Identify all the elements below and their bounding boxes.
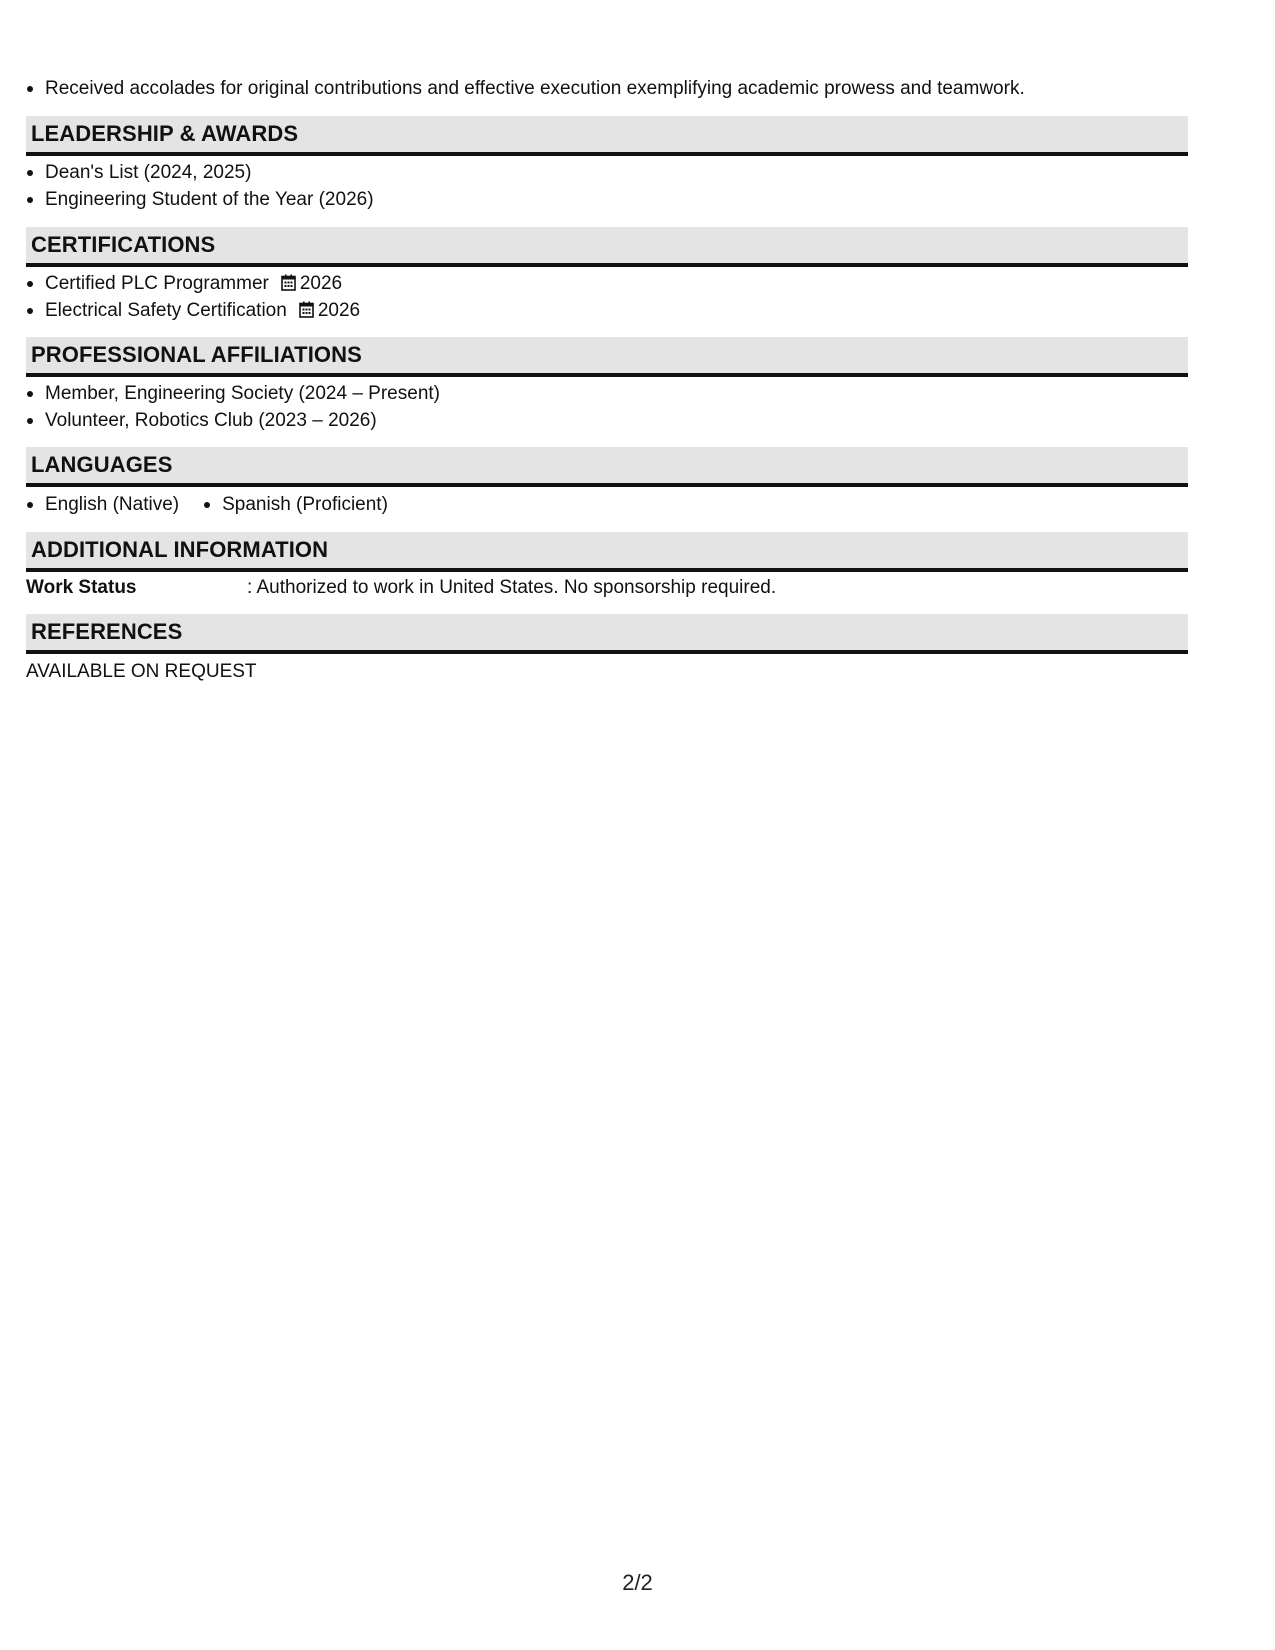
section-header (26, 116, 1188, 156)
work-status-row (26, 574, 776, 601)
leadership-list (26, 159, 374, 213)
languages-list (26, 491, 388, 518)
page-number: 2/2 (622, 1570, 653, 1595)
list-item: Spanish (Proficient) (203, 491, 388, 518)
list-item: Engineering Student of the Year (2026) (26, 186, 374, 213)
section-title: LEADERSHIP & AWARDS (31, 121, 299, 146)
affiliations-section (26, 337, 1188, 377)
section-title: PROFESSIONAL AFFILIATIONS (31, 342, 362, 367)
section-header (26, 532, 1188, 572)
certification-name: Certified PLC Programmer (45, 273, 269, 294)
certifications-section (26, 227, 1188, 267)
section-title: CERTIFICATIONS (31, 232, 216, 257)
certifications-list (26, 270, 360, 324)
certification-year: 2026 (299, 273, 343, 294)
list-item: Member, Engineering Society (2024 – Present) (26, 380, 440, 407)
calendar-icon (281, 274, 296, 291)
work-status-label: Work Status (26, 577, 137, 598)
section-header (26, 227, 1188, 267)
list-item: Dean's List (2024, 2025) (26, 159, 374, 186)
affiliations-list (26, 380, 440, 434)
list-item (26, 297, 360, 324)
section-title: LANGUAGES (31, 452, 173, 477)
additional-info-section (26, 532, 1188, 572)
section-header (26, 614, 1188, 654)
leadership-section (26, 116, 1188, 156)
certification-year: 2026 (317, 300, 361, 321)
list-item (26, 270, 360, 297)
languages-section (26, 447, 1188, 487)
references-text: AVAILABLE ON REQUEST (26, 661, 257, 682)
list-item: Received accolades for original contributions and effective execution exemplifying academic prowess and teamwork. (26, 75, 1025, 102)
section-header (26, 447, 1188, 487)
section-header (26, 337, 1188, 377)
certification-name: Electrical Safety Certification (45, 300, 287, 321)
section-title: REFERENCES (31, 619, 183, 644)
work-status-value: : Authorized to work in United States. No sponsorship required. (247, 577, 777, 598)
continued-bullet-list (26, 75, 1025, 102)
calendar-icon (299, 301, 314, 318)
list-item: Volunteer, Robotics Club (2023 – 2026) (26, 407, 440, 434)
section-title: ADDITIONAL INFORMATION (31, 537, 329, 562)
references-section (26, 614, 1188, 654)
list-item: English (Native) (26, 491, 179, 518)
